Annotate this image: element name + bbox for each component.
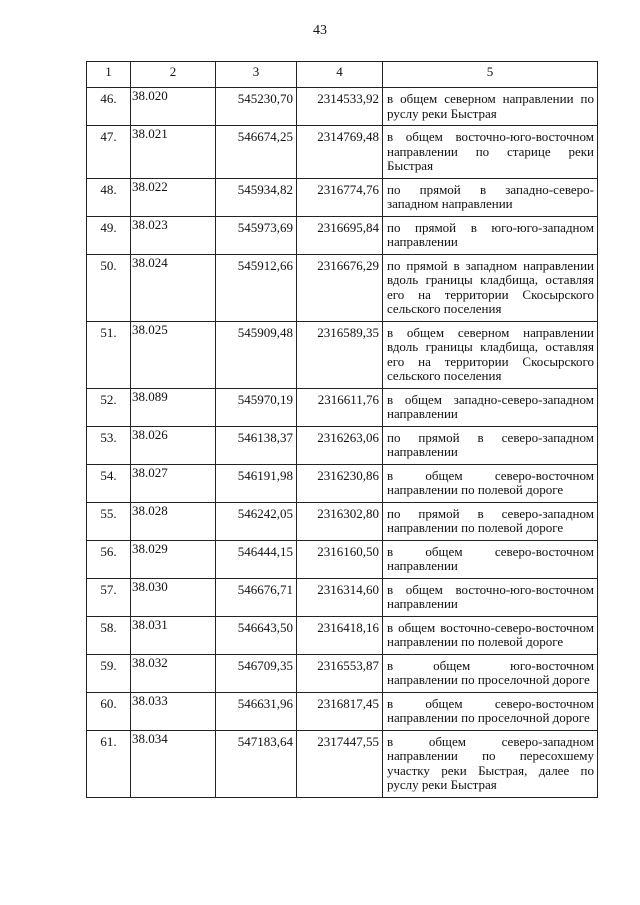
x-coordinate-cell: 546191,98 — [216, 464, 297, 502]
table-row — [87, 616, 598, 654]
row-number-cell: 55. — [87, 502, 131, 540]
description-cell: в общем восточно-северо-восточном направлении по полевой дороге — [383, 616, 598, 654]
table-row — [87, 730, 598, 797]
row-number-cell: 49. — [87, 216, 131, 254]
point-id-cell: 38.021 — [131, 126, 216, 179]
table-row — [87, 578, 598, 616]
y-coordinate-cell: 2316695,84 — [297, 216, 383, 254]
column-header: 3 — [216, 62, 297, 88]
row-number-cell: 46. — [87, 88, 131, 126]
point-id-cell: 38.034 — [131, 730, 216, 797]
point-id-cell: 38.026 — [131, 426, 216, 464]
table-row — [87, 426, 598, 464]
x-coordinate-cell: 546676,71 — [216, 578, 297, 616]
y-coordinate-cell: 2317447,55 — [297, 730, 383, 797]
y-coordinate-cell: 2316589,35 — [297, 321, 383, 388]
row-number-cell: 54. — [87, 464, 131, 502]
point-id-cell: 38.029 — [131, 540, 216, 578]
point-id-cell: 38.089 — [131, 388, 216, 426]
row-number-cell: 59. — [87, 654, 131, 692]
x-coordinate-cell: 546138,37 — [216, 426, 297, 464]
column-header: 1 — [87, 62, 131, 88]
y-coordinate-cell: 2316553,87 — [297, 654, 383, 692]
x-coordinate-cell: 546674,25 — [216, 126, 297, 179]
row-number-cell: 56. — [87, 540, 131, 578]
table-row — [87, 126, 598, 179]
description-cell: по прямой в северо-западном направлении — [383, 426, 598, 464]
table-header-row — [87, 62, 598, 88]
point-id-cell: 38.028 — [131, 502, 216, 540]
y-coordinate-cell: 2314533,92 — [297, 88, 383, 126]
table-row — [87, 321, 598, 388]
description-cell: в общем северо-западном направлении по пересохшему участку реки Быстрая, далее по руслу реки Быстрая — [383, 730, 598, 797]
point-id-cell: 38.032 — [131, 654, 216, 692]
y-coordinate-cell: 2316418,16 — [297, 616, 383, 654]
table-row — [87, 254, 598, 321]
row-number-cell: 58. — [87, 616, 131, 654]
table-row — [87, 178, 598, 216]
y-coordinate-cell: 2316302,80 — [297, 502, 383, 540]
y-coordinate-cell: 2314769,48 — [297, 126, 383, 179]
row-number-cell: 52. — [87, 388, 131, 426]
description-cell: по прямой в западно-северо-западном направлении — [383, 178, 598, 216]
table-row — [87, 540, 598, 578]
description-cell: в общем северо-восточном направлении по проселочной дороге — [383, 692, 598, 730]
row-number-cell: 47. — [87, 126, 131, 179]
description-cell: по прямой в западном направлении вдоль границы кладбища, оставляя его на территории Скосырского сельского поселения — [383, 254, 598, 321]
row-number-cell: 51. — [87, 321, 131, 388]
column-header: 4 — [297, 62, 383, 88]
y-coordinate-cell: 2316817,45 — [297, 692, 383, 730]
x-coordinate-cell: 546444,15 — [216, 540, 297, 578]
description-cell: в общем северо-восточном направлении — [383, 540, 598, 578]
point-id-cell: 38.031 — [131, 616, 216, 654]
table-row — [87, 654, 598, 692]
table-row — [87, 216, 598, 254]
point-id-cell: 38.020 — [131, 88, 216, 126]
description-cell: по прямой в юго-юго-западном направлении — [383, 216, 598, 254]
table-row — [87, 388, 598, 426]
description-cell: в общем восточно-юго-восточном направлении — [383, 578, 598, 616]
x-coordinate-cell: 546631,96 — [216, 692, 297, 730]
x-coordinate-cell: 545909,48 — [216, 321, 297, 388]
page-number: 43 — [313, 23, 327, 38]
column-header: 5 — [383, 62, 598, 88]
description-cell: в общем западно-северо-западном направлении — [383, 388, 598, 426]
x-coordinate-cell: 545970,19 — [216, 388, 297, 426]
point-id-cell: 38.025 — [131, 321, 216, 388]
row-number-cell: 48. — [87, 178, 131, 216]
row-number-cell: 50. — [87, 254, 131, 321]
y-coordinate-cell: 2316263,06 — [297, 426, 383, 464]
x-coordinate-cell: 545934,82 — [216, 178, 297, 216]
description-cell: в общем северном направлении вдоль границы кладбища, оставляя его на территории Скосырского сельского поселения — [383, 321, 598, 388]
row-number-cell: 53. — [87, 426, 131, 464]
point-id-cell: 38.024 — [131, 254, 216, 321]
point-id-cell: 38.033 — [131, 692, 216, 730]
row-number-cell: 60. — [87, 692, 131, 730]
y-coordinate-cell: 2316774,76 — [297, 178, 383, 216]
description-cell: по прямой в северо-западном направлении по полевой дороге — [383, 502, 598, 540]
point-id-cell: 38.027 — [131, 464, 216, 502]
y-coordinate-cell: 2316160,50 — [297, 540, 383, 578]
description-cell: в общем северо-восточном направлении по полевой дороге — [383, 464, 598, 502]
point-id-cell: 38.030 — [131, 578, 216, 616]
y-coordinate-cell: 2316676,29 — [297, 254, 383, 321]
y-coordinate-cell: 2316230,86 — [297, 464, 383, 502]
x-coordinate-cell: 545912,66 — [216, 254, 297, 321]
x-coordinate-cell: 546643,50 — [216, 616, 297, 654]
description-cell: в общем юго-восточном направлении по проселочной дороге — [383, 654, 598, 692]
row-number-cell: 61. — [87, 730, 131, 797]
x-coordinate-cell: 545230,70 — [216, 88, 297, 126]
x-coordinate-cell: 546242,05 — [216, 502, 297, 540]
x-coordinate-cell: 545973,69 — [216, 216, 297, 254]
y-coordinate-cell: 2316611,76 — [297, 388, 383, 426]
table-row — [87, 464, 598, 502]
x-coordinate-cell: 547183,64 — [216, 730, 297, 797]
x-coordinate-cell: 546709,35 — [216, 654, 297, 692]
column-header: 2 — [131, 62, 216, 88]
y-coordinate-cell: 2316314,60 — [297, 578, 383, 616]
row-number-cell: 57. — [87, 578, 131, 616]
point-id-cell: 38.023 — [131, 216, 216, 254]
table-row — [87, 88, 598, 126]
description-cell: в общем восточно-юго-восточном направлении по старице реки Быстрая — [383, 126, 598, 179]
table-row — [87, 502, 598, 540]
boundary-points-table — [86, 61, 598, 798]
description-cell: в общем северном направлении по руслу реки Быстрая — [383, 88, 598, 126]
table-row — [87, 692, 598, 730]
point-id-cell: 38.022 — [131, 178, 216, 216]
